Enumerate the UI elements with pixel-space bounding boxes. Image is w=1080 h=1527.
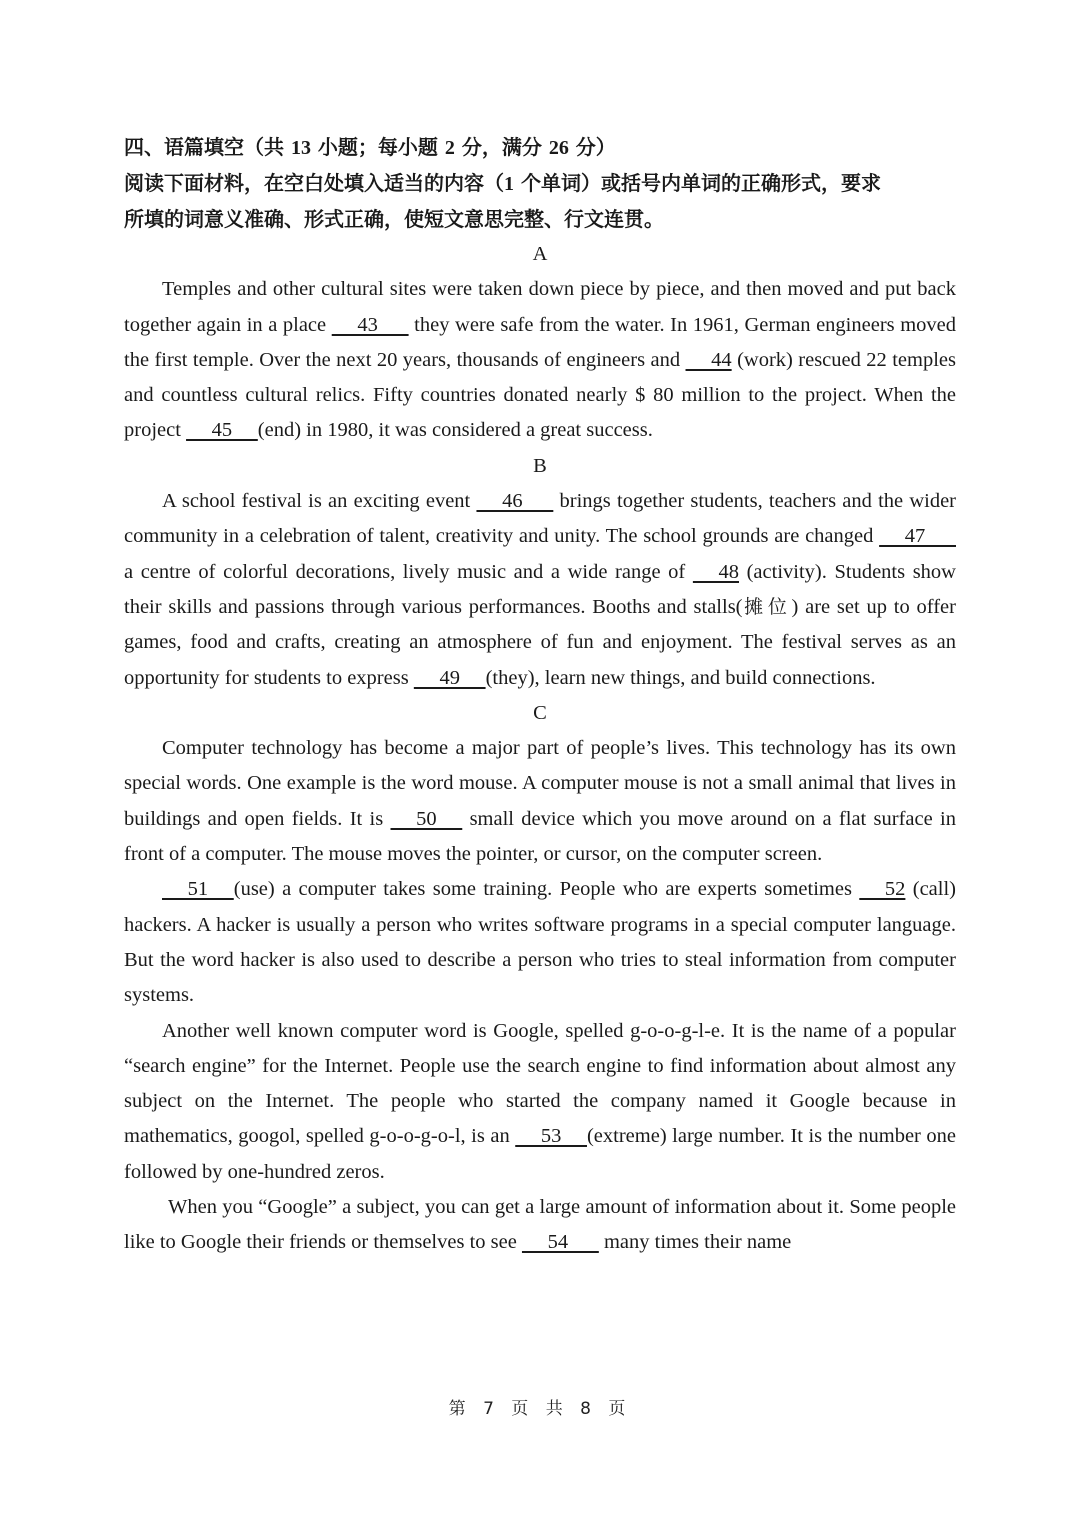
passage-text: Temples and other cultural sites were taken down piece by piece, and then moved and put back together again in a place [124, 278, 956, 336]
passage-text: small device which you move around on a flat surface in front of a computer. The mouse moves the pointer, or cursor, on the computer screen. [124, 807, 956, 866]
passage-b-paragraph [124, 484, 956, 696]
blank-53[interactable]: 53 [515, 1125, 587, 1148]
passage-text: they were safe from the water. In 1961, German engineers moved the first temple. Over the next 20 years, thousands of engineers and [124, 313, 956, 371]
passage-text: Computer technology has become a major part of people’s lives. This technology has its own special words. One example is the word mouse. A computer mouse is not a small animal that lives in buildings and open fields. It is [124, 737, 956, 830]
section-title [124, 130, 956, 166]
passage-a-paragraph [124, 272, 956, 448]
page-footer: 第 7 页 共 8 页 [448, 1399, 632, 1419]
title-text: 分） [568, 135, 616, 159]
blank-48[interactable]: 48 [692, 560, 739, 583]
passage-text: (call) hackers. A hacker is usually a person who writes software programs in a special computer language. But the word hacker is also used to describe a person who tries to steal information from computer systems. [124, 878, 956, 1007]
passage-text: many times their name [598, 1231, 792, 1254]
passage-a-label: A [532, 243, 548, 265]
blank-45[interactable]: 45 [186, 419, 258, 442]
blank-49[interactable]: 49 [413, 666, 486, 689]
title-text: 小题；每小题 [310, 135, 445, 159]
blank-47[interactable]: 47 [879, 525, 956, 548]
blank-54[interactable]: 54 [521, 1231, 599, 1254]
passage-text: (use) a computer takes some training. People who are experts sometimes [233, 878, 860, 901]
title-number: 26 [548, 137, 569, 159]
instructions-text: 阅读下面材料，在空白处填入适当的内容（ [124, 171, 504, 195]
blank-51[interactable]: 51 [162, 878, 234, 901]
passage-text: (extreme) large number. It is the number one followed by one-hundred zeros. [124, 1125, 956, 1183]
passage-text: (activity). Students show their skills and passions through various performances. Booths and stalls( [124, 560, 956, 618]
passage-text: brings together students, teachers and the wider community in a celebration of talent, creativity and unity. The school grounds are changed [124, 490, 956, 548]
instructions-text: 所填的词意义准确、形式正确，使短文意思完整、行文连贯。 [124, 207, 664, 231]
passage-c-paragraph-4 [124, 1190, 956, 1261]
passage-c-label: C [533, 701, 547, 724]
blank-43[interactable]: 43 [331, 313, 409, 336]
passage-text: A school festival is an exciting event [162, 490, 477, 513]
passage-b-label: B [533, 454, 547, 477]
blank-46[interactable]: 46 [476, 490, 554, 513]
passage-c-paragraph-1 [124, 731, 956, 872]
passage-text: When you “Google” a subject, you can get a large amount of information about it. Some people like to Google their friends or themselves to see [124, 1196, 956, 1254]
passage-c-paragraph-2 [124, 872, 956, 1013]
title-number: 2 [444, 137, 455, 159]
exam-page [124, 130, 956, 1261]
blank-50[interactable]: 50 [390, 807, 463, 830]
instructions-number: 1 [504, 173, 514, 195]
chinese-gloss: 摊位 [742, 595, 792, 618]
instructions [124, 166, 956, 237]
title-number: 13 [290, 137, 311, 159]
passage-text: ) are set up to offer games, food and crafts, creating an atmosphere of fun and enjoyment. The festival serves as an opportunity for students to express [124, 595, 956, 689]
passage-text: (end) in 1980, it was considered a great success. [257, 419, 653, 442]
title-text: 分，满分 [454, 135, 549, 159]
passage-text: (they), learn new things, and build connections. [485, 666, 876, 689]
blank-44[interactable]: 44 [685, 348, 732, 371]
title-text: 四、语篇填空（共 [124, 135, 291, 159]
blank-52[interactable]: 52 [859, 878, 906, 901]
passage-c-paragraph-3 [124, 1014, 956, 1190]
passage-text: a centre of colorful decorations, lively music and a wide range of [124, 560, 693, 583]
instructions-text: 个单词）或括号内单词的正确形式，要求 [514, 171, 881, 195]
passage-text: Another well known computer word is Google, spelled g-o-o-g-l-e. It is the name of a popular “search engine” for the Internet. People use the search engine to find information about almost any subject on the Internet. The people who started the company named it Google because in mathematics, googol, spelled g-o-o-g-o-l, is an [124, 1019, 956, 1148]
passage-text: (work) rescued 22 temples and countless cultural relics. Fifty countries donated nearly $ 80 million to the project. When the project [124, 348, 956, 442]
